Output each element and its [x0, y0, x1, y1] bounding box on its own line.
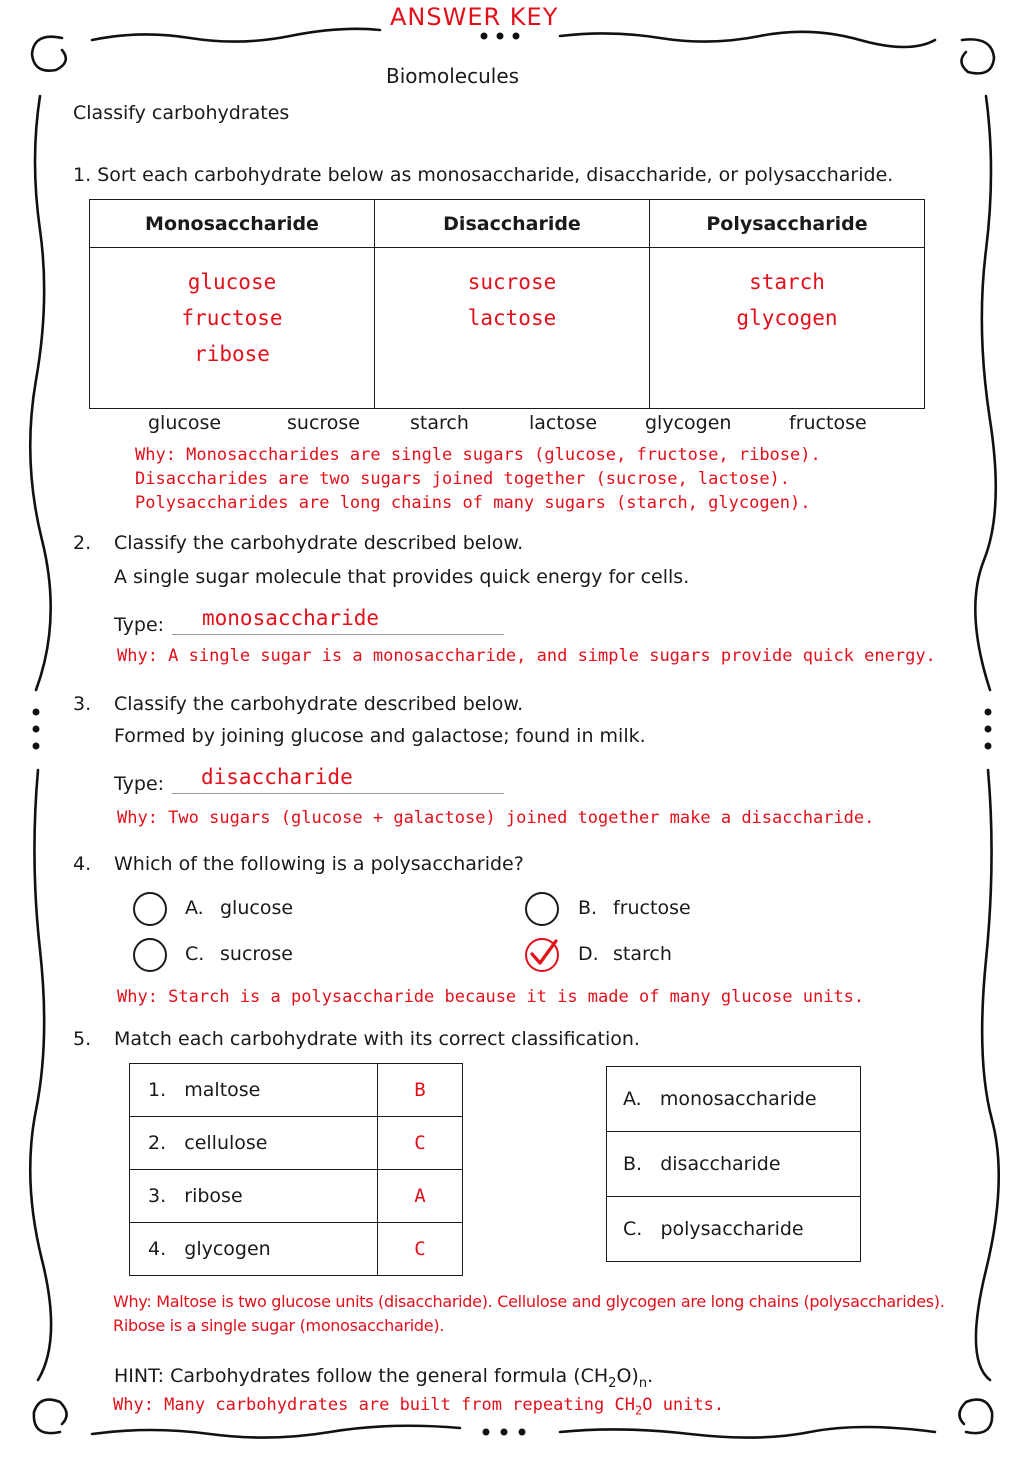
section-heading: Classify carbohydrates [73, 102, 290, 124]
option-d-text[interactable]: starch [613, 943, 672, 965]
question-5-explanation [113, 1290, 945, 1338]
explanation-line: Disaccharides are two sugars joined together (sucrose, lactose). [135, 469, 791, 489]
answer-word: lactose [467, 306, 557, 330]
mono-cell [90, 248, 375, 409]
question-4-number: 4. [73, 853, 92, 875]
matching-table [129, 1063, 463, 1276]
hint-text: HINT: Carbohydrates follow the general formula $(CH_2O)_n$. [114, 1365, 654, 1391]
question-1-explanation [135, 443, 821, 515]
question-5-number: 5. [73, 1028, 92, 1050]
question-3-answer: disaccharide [201, 765, 353, 789]
option-a-letter: A. [185, 897, 204, 919]
word-bank-item: starch [410, 412, 469, 434]
sort-table [89, 199, 925, 409]
option-a-text[interactable]: glucose [220, 897, 294, 919]
choice-item: A. monosaccharide [607, 1067, 861, 1132]
word-bank-item: fructose [789, 412, 867, 434]
match-answer[interactable]: B [378, 1064, 463, 1117]
option-b-letter: B. [578, 897, 598, 919]
table-row [130, 1117, 463, 1170]
choice-item: C. polysaccharide [607, 1197, 861, 1262]
type-label: Type: [114, 773, 165, 795]
question-3-description: Formed by joining glucose and galactose; found in milk. [114, 725, 646, 747]
classification-choices [606, 1066, 861, 1262]
option-b-radio[interactable] [525, 892, 559, 926]
question-text: Sort each carbohydrate below as monosaccharide, disaccharide, or polysaccharide. [97, 164, 894, 186]
choice-item: B. disaccharide [607, 1132, 861, 1197]
word-bank-item: lactose [529, 412, 598, 434]
answer-key-title: ANSWER KEY [390, 3, 559, 31]
word-bank-item: glycogen [645, 412, 732, 434]
column-header-di: Disaccharide [375, 200, 650, 248]
question-5-prompt: Match each carbohydrate with its correct classification. [114, 1028, 640, 1050]
explanation-line: Polysaccharides are long chains of many sugars (starch, glycogen). [135, 493, 811, 513]
checkmark-icon [520, 932, 564, 976]
match-item: 4. glycogen [130, 1223, 378, 1276]
question-3-explanation: Why: Two sugars (glucose + galactose) joined together make a disaccharide. [117, 808, 875, 828]
word-bank-item: sucrose [287, 412, 360, 434]
question-2-explanation: Why: A single sugar is a monosaccharide, and simple sugars provide quick energy. [117, 646, 936, 666]
question-3-number: 3. [73, 693, 92, 715]
question-2-prompt: Classify the carbohydrate described below. [114, 532, 524, 554]
question-4-prompt: Which of the following is a polysaccharide? [114, 853, 524, 875]
match-answer[interactable]: C [378, 1223, 463, 1276]
subject-title: Biomolecules [386, 64, 520, 88]
option-c-text[interactable]: sucrose [220, 943, 293, 965]
answer-word: ribose [194, 342, 270, 366]
match-item: 1. maltose [130, 1064, 378, 1117]
answer-word: glucose [187, 270, 277, 294]
answer-word: starch [749, 270, 825, 294]
option-a-radio[interactable] [133, 892, 167, 926]
answer-line [172, 634, 504, 635]
match-item: 2. cellulose [130, 1117, 378, 1170]
option-b-text[interactable]: fructose [613, 897, 691, 919]
question-2-number: 2. [73, 532, 92, 554]
answer-line [172, 793, 504, 794]
question-number: 1. [73, 164, 92, 186]
column-header-mono: Monosaccharide [90, 200, 375, 248]
option-c-letter: C. [185, 943, 205, 965]
type-label: Type: [114, 614, 165, 636]
answer-word: fructose [181, 306, 283, 330]
explanation-line: Why: Monosaccharides are single sugars (glucose, fructose, ribose). [135, 445, 821, 465]
table-row [130, 1064, 463, 1117]
question-2-answer: monosaccharide [202, 606, 380, 630]
column-header-poly: Polysaccharide [650, 200, 925, 248]
word-bank-item: glucose [148, 412, 222, 434]
poly-cell [650, 248, 925, 409]
match-answer[interactable]: C [378, 1117, 463, 1170]
option-d-letter: D. [578, 943, 599, 965]
question-2-description: A single sugar molecule that provides quick energy for cells. [114, 566, 690, 588]
question-4-explanation: Why: Starch is a polysaccharide because it is made of many glucose units. [117, 987, 865, 1007]
match-item: 3. ribose [130, 1170, 378, 1223]
hint-explanation: Why: Many carbohydrates are built from repeating $CH_2O$ units. [113, 1395, 725, 1418]
match-answer[interactable]: A [378, 1170, 463, 1223]
option-c-radio[interactable] [133, 938, 167, 972]
question-1-prompt [73, 164, 893, 186]
explanation-line: Why: Maltose is two glucose units (disaccharide). Cellulose and glycogen are long chains (polysaccharides). [113, 1292, 945, 1311]
answer-word: sucrose [467, 270, 557, 294]
table-row [130, 1170, 463, 1223]
explanation-line: Ribose is a single sugar (monosaccharide). [113, 1316, 445, 1335]
table-row [130, 1223, 463, 1276]
answer-word: glycogen [736, 306, 838, 330]
question-3-prompt: Classify the carbohydrate described below. [114, 693, 524, 715]
di-cell [375, 248, 650, 409]
